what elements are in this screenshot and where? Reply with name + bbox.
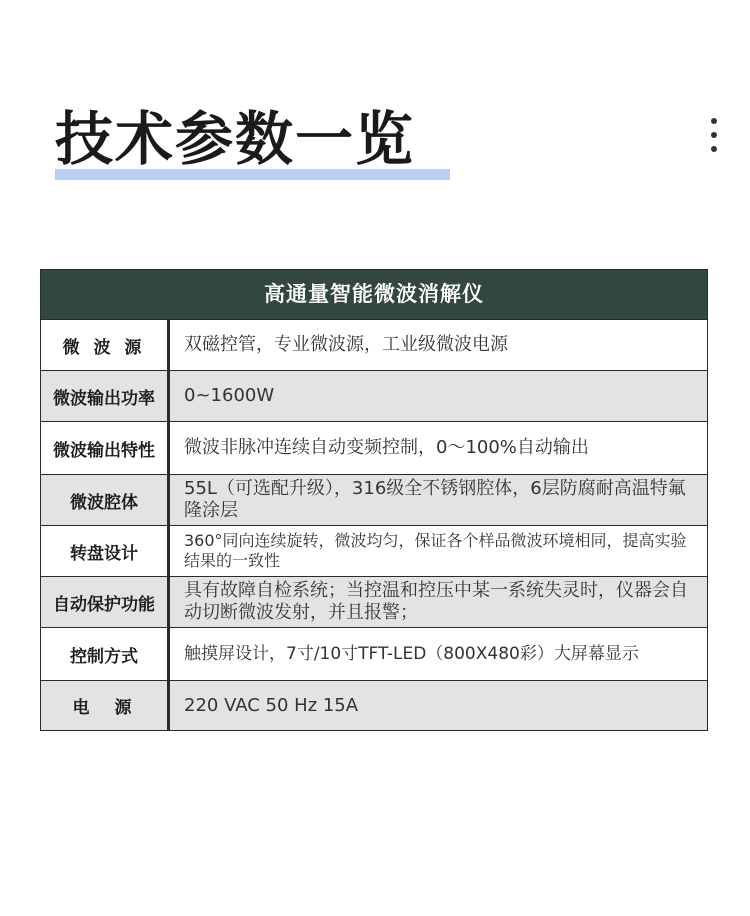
row-label: 电 源 [41,681,170,730]
table-row [41,370,707,421]
row-value: 双磁控管，专业微波源，工业级微波电源 [184,334,508,355]
row-value: 55L（可选配升级），316级全不锈钢腔体，6层防腐耐高温特氟隆涂层 [170,475,707,525]
row-label: 微 波 源 [41,320,170,370]
table-row [41,680,707,730]
row-label: 微波输出特性 [41,422,170,474]
row-label: 微波腔体 [41,475,170,525]
row-label: 控制方式 [41,628,170,680]
table-row [41,421,707,474]
table-row [41,319,707,370]
row-value: 220 VAC 50 Hz 15A [170,681,707,730]
page-title: 技术参数一览 [55,105,416,173]
row-value: 触摸屏设计，7寸/10寸TFT-LED（800X480彩）大屏幕显示 [184,644,639,664]
row-label: 微波输出功率 [41,371,170,421]
row-value: 微波非脉冲连续自动变频控制，0～100%自动输出 [184,437,589,458]
table-row [41,576,707,627]
row-value: 具有故障自检系统；当控温和控压中某一系统失灵时，仪器会自动切断微波发射，并且报警； [170,577,707,627]
spec-table [40,269,708,731]
row-value: 0~1600W [170,371,707,421]
table-header: 高通量智能微波消解仪 [41,270,707,319]
title-container [55,103,415,175]
row-label: 转盘设计 [41,526,170,576]
row-label: 自动保护功能 [41,577,170,627]
table-row [41,627,707,680]
table-row [41,474,707,525]
more-vertical-icon[interactable] [707,118,721,156]
table-row [41,525,707,576]
row-value: 360°同向连续旋转，微波均匀，保证各个样品微波环境相同，提高实验结果的一致性 [184,531,687,570]
